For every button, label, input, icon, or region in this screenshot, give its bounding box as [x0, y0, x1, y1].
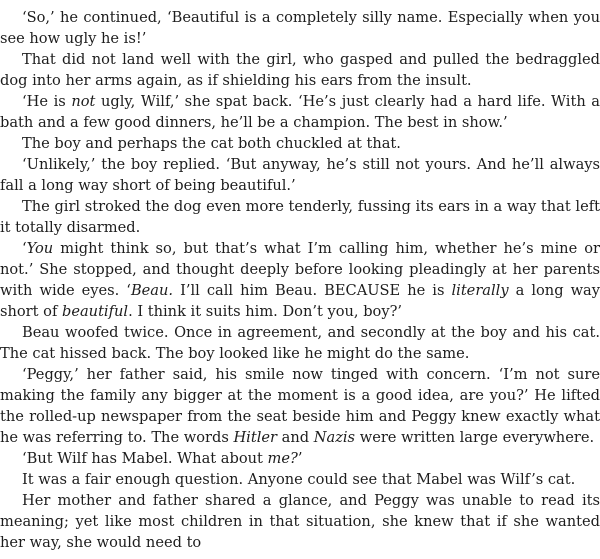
paragraph [0, 154, 600, 196]
text-run: ‘But Wilf has Mabel. What about [22, 450, 268, 467]
text-run: ‘Unlikely,’ the boy replied. ‘But anyway, he’s still not yours. And he’ll always fall a long way short of being beautiful.’ [0, 156, 600, 194]
text-run: The girl stroked the dog even more tenderly, fussing its ears in a way that left it totally disarmed. [0, 198, 600, 236]
paragraph [0, 91, 600, 133]
text-run: ‘ [22, 240, 27, 257]
text-run: ’ [297, 450, 303, 467]
paragraph [0, 7, 600, 49]
italic-text: Beau. [130, 282, 174, 299]
paragraph [0, 49, 600, 91]
paragraph [0, 238, 600, 322]
italic-text: literally [451, 282, 509, 299]
paragraph [0, 133, 600, 154]
text-run: . I think it suits him. Don’t you, boy?’ [128, 303, 403, 320]
text-run: Her mother and father shared a glance, and Peggy was unable to read its meaning; yet like most children in that situation, she knew that if she wanted her way, she would need to [0, 492, 600, 551]
text-run: It was a fair enough question. Anyone could see that Mabel was Wilf’s cat. [22, 471, 576, 488]
paragraph [0, 364, 600, 448]
text-run: ugly, Wilf,’ she spat back. ‘He’s just clearly had a hard life. With a bath and a few good dinners, he’ll be a champion. The best in show.’ [0, 93, 600, 131]
paragraph [0, 490, 600, 553]
text-run: a long way short of [0, 282, 600, 320]
text-run: I’ll call him Beau. BECAUSE he is [173, 282, 452, 299]
text-run: ‘So,’ he continued, ‘Beautiful is a completely silly name. Especially when you see how ugly he is!’ [0, 9, 600, 47]
italic-text: You [26, 240, 54, 257]
italic-text: me? [267, 450, 298, 467]
text-run: ‘Peggy,’ her father said, his smile now tinged with concern. ‘I’m not sure making the family any bigger at the moment is a good idea, are you?’ He lifted the rolled-up newspaper from the seat beside him and Peggy knew exactly what he was referring to. The words [0, 366, 600, 446]
paragraph [0, 322, 600, 364]
text-run: That did not land well with the girl, who gasped and pulled the bedraggled dog into her arms again, as if shielding his ears from the insult. [0, 51, 600, 89]
italic-text: Nazis [313, 429, 356, 446]
text-run: might think so, but that’s what I’m calling him, whether he’s mine or not.’ She stopped, and thought deeply before looking pleadingly at her parents with wide eyes. ‘ [0, 240, 600, 299]
italic-text: Hitler [233, 429, 277, 446]
paragraph [0, 469, 600, 490]
paragraph [0, 448, 600, 469]
text-run: ‘He is [22, 93, 72, 110]
text-run: and [277, 429, 314, 446]
italic-text: beautiful [61, 303, 129, 320]
paragraph [0, 196, 600, 238]
text-run: were written large everywhere. [355, 429, 595, 446]
italic-text: not [71, 93, 96, 110]
text-run: The boy and perhaps the cat both chuckled at that. [22, 135, 401, 152]
text-run: Beau woofed twice. Once in agreement, and secondly at the boy and his cat. The cat hissed back. The boy looked like he might do the same. [0, 324, 600, 362]
